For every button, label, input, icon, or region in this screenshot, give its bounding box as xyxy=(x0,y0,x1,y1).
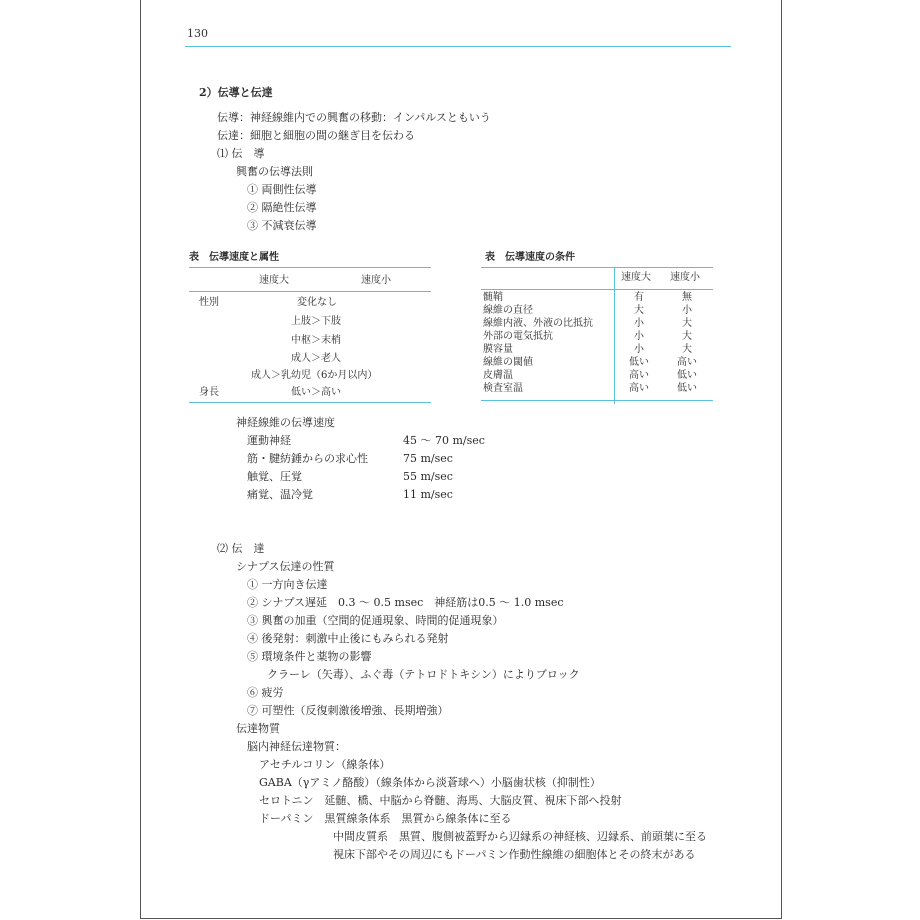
table2-fast-cell: 小 xyxy=(634,344,644,355)
table2-header-slow: 速度小 xyxy=(670,272,700,283)
substance-title: 伝達物質 xyxy=(236,722,280,735)
table2-row-label: 髄鞘 xyxy=(483,292,503,303)
substance-item: セロトニン 延髄、橋、中脳から脊髄、海馬、大脳皮質、視床下部へ投射 xyxy=(259,794,622,807)
table2-row-label: 検査室温 xyxy=(483,383,523,394)
table1-row-value: 成人＞老人 xyxy=(291,353,341,364)
dopamine-detail: 中間皮質系 黒質、腹側被蓋野から辺縁系の神経核、辺縁系、前頭葉に至る xyxy=(333,830,707,843)
table2-row-label: 線維内液、外液の比抵抗 xyxy=(483,318,593,329)
table1-row-value: 成人＞乳幼児（6か月以内） xyxy=(251,370,378,381)
synapse-title: シナプス伝達の性質 xyxy=(236,560,335,573)
table2-row-label: 線維の直径 xyxy=(483,305,533,316)
synapse-item: ⑥ 疲労 xyxy=(247,686,284,699)
book-page xyxy=(140,0,782,919)
synapse-item: ③ 興奮の加重（空間的促通現象、時間的促通現象） xyxy=(247,614,504,627)
table1-row-value: 中枢＞末梢 xyxy=(291,335,341,346)
page-number: 130 xyxy=(187,27,208,40)
velocity-value: 55 m/sec xyxy=(403,470,453,483)
definition-transmission: 伝達：細胞と細胞の間の継ぎ目を伝わる xyxy=(217,129,415,142)
synapse-item: ⑦ 可塑性（反復刺激後増強、長期増強） xyxy=(247,704,449,717)
header-rule xyxy=(185,46,731,47)
law-item: ② 隔絶性伝導 xyxy=(247,201,317,214)
table1-header-slow: 速度小 xyxy=(361,275,391,286)
transmission-heading: ⑵ 伝 達 xyxy=(217,542,265,555)
table2-top-rule xyxy=(481,267,713,268)
synapse-item: ① 一方向き伝達 xyxy=(247,578,328,591)
table2-fast-cell: 小 xyxy=(634,318,644,329)
table2-header-rule xyxy=(481,289,713,290)
table2-slow-cell: 大 xyxy=(682,344,692,355)
table1-caption: 表 伝導速度と属性 xyxy=(189,252,279,263)
table2-slow-cell: 小 xyxy=(682,305,692,316)
table1-row-label: 身長 xyxy=(199,387,219,398)
velocity-label: 筋・腱紡錘からの求心性 xyxy=(247,452,368,465)
substance-item: GABA（γアミノ酪酸）（線条体から淡蒼球へ）小脳歯状核（抑制性） xyxy=(259,776,601,789)
velocity-label: 痛覚、温冷覚 xyxy=(247,488,313,501)
table2-slow-cell: 高い xyxy=(677,357,697,368)
dopamine-detail: 視床下部やその周辺にもドーパミン作動性線維の細胞体とその終末がある xyxy=(333,848,696,861)
table2-row-label: 外部の電気抵抗 xyxy=(483,331,553,342)
substance-item: ドーパミン 黒質線条体系 黒質から線条体に至る xyxy=(259,812,512,825)
table2-row-label: 皮膚温 xyxy=(483,370,513,381)
law-item: ③ 不減衰伝導 xyxy=(247,219,317,232)
synapse-item: ④ 後発射：刺激中止後にもみられる発射 xyxy=(247,632,449,645)
synapse-item: ② シナプス遅延 0.3 ～ 0.5 msec 神経筋は0.5 ～ 1.0 msec xyxy=(247,596,564,609)
table2-fast-cell: 高い xyxy=(629,370,649,381)
synapse-item: ⑤ 環境条件と薬物の影響 xyxy=(247,650,372,663)
table2-slow-cell: 低い xyxy=(677,370,697,381)
table2-slow-cell: 大 xyxy=(682,331,692,342)
synapse-item-detail: クラーレ（矢毒）、ふぐ毒（テトロドトキシン）によりブロック xyxy=(267,668,580,681)
table1-bottom-rule xyxy=(189,402,431,403)
law-item: ① 両側性伝導 xyxy=(247,183,317,196)
table2-fast-cell: 高い xyxy=(629,383,649,394)
velocity-value: 75 m/sec xyxy=(403,452,453,465)
velocity-title: 神経線維の伝導速度 xyxy=(236,416,335,429)
table2-fast-cell: 有 xyxy=(634,292,644,303)
table2-header-fast: 速度大 xyxy=(621,272,651,283)
table2-column-divider xyxy=(614,268,615,404)
table1-row-value: 低い＞高い xyxy=(291,387,341,398)
table2-slow-cell: 無 xyxy=(682,292,692,303)
conduction-laws-title: 興奮の伝導法則 xyxy=(236,165,313,178)
velocity-value: 11 m/sec xyxy=(403,488,453,501)
table2-row-label: 膜容量 xyxy=(483,344,513,355)
velocity-label: 触覚、圧覚 xyxy=(247,470,302,483)
table2-row-label: 線維の閾値 xyxy=(483,357,533,368)
velocity-value: 45 ～ 70 m/sec xyxy=(403,434,485,447)
table1-top-rule xyxy=(189,267,431,268)
table2-slow-cell: 低い xyxy=(677,383,697,394)
table1-header-rule xyxy=(189,291,431,292)
table2-slow-cell: 大 xyxy=(682,318,692,329)
table1-row-label: 性別 xyxy=(199,297,219,308)
table1-row-value: 上肢＞下肢 xyxy=(291,316,341,327)
table2-fast-cell: 低い xyxy=(629,357,649,368)
table1-row-value: 変化なし xyxy=(297,297,337,308)
brain-substance-title: 脳内神経伝達物質： xyxy=(247,740,346,753)
table2-caption: 表 伝導速度の条件 xyxy=(485,252,575,263)
table1-header-fast: 速度大 xyxy=(259,275,289,286)
table2-bottom-rule xyxy=(481,400,713,401)
substance-item: アセチルコリン（線条体） xyxy=(259,758,391,771)
velocity-label: 運動神経 xyxy=(247,434,291,447)
definition-conduction: 伝導：神経線維内での興奮の移動：インパルスともいう xyxy=(217,111,491,124)
section-title: 2）伝導と伝達 xyxy=(199,86,273,99)
table2-fast-cell: 小 xyxy=(634,331,644,342)
conduction-heading: ⑴ 伝 導 xyxy=(217,147,265,160)
table2-fast-cell: 大 xyxy=(634,305,644,316)
